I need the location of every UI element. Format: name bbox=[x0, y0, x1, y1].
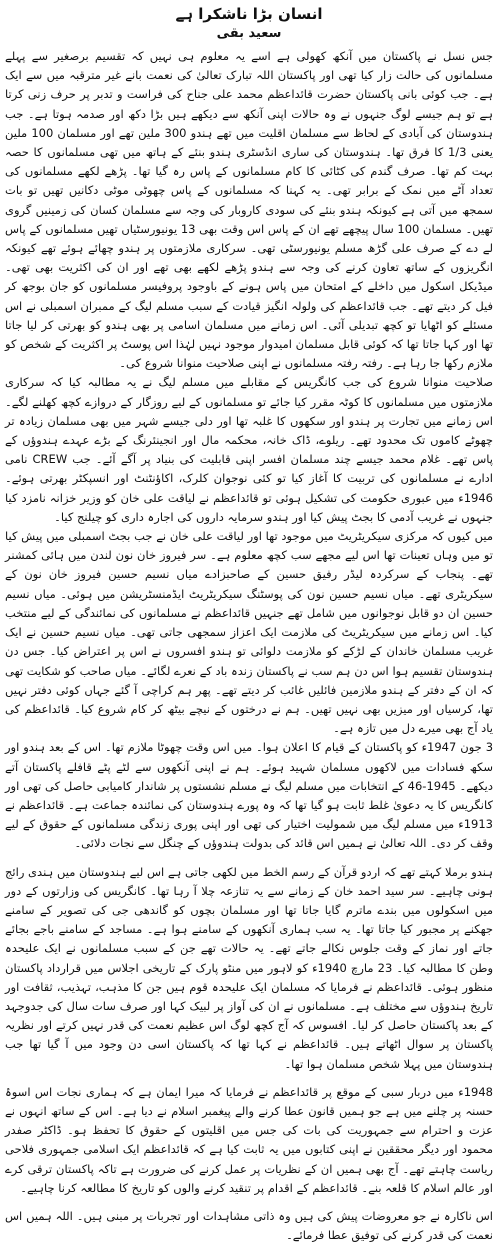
paragraph-4: 3 جون 1947ء کو پاکستان کے قیام کا اعلان ہوا۔ میں اس وقت چھوٹا ملازم تھا۔ اس کے بعد ہندو اور سکھ فسادات میں لاکھوں مسلمان شہید ہوئے۔ ہم نے اپنی آنکھوں سے لٹے پٹے قافلے پاکستان آتے دیکھے۔ 1945-46 کے انتخابات میں مسلم لیگ نے مسلم نشستوں پر شاندار کامیابی حاصل کی تھی اور کانگریس کا یہ دعویٰ غلط ثابت ہو گیا تھا کہ وہ پورے ہندوستان کی نمائندہ جماعت ہے۔ قائداعظم نے 1913ء میں مسلم لیگ میں شمولیت اختیار کی تھی اور اپنی پوری زندگی مسلمانوں کے حقوق کے لیے وقف کر دی۔ اللہ تعالیٰ نے ہمیں اس قائد کی بدولت ہندوؤں کے چنگل سے نجات دلائی۔ bbox=[5, 740, 494, 851]
paragraph-1: جس نسل نے پاکستان میں آنکھ کھولی ہے اسے یہ معلوم ہی نہیں کہ تقسیم برصغیر سے پہلے مسلمانوں کی حالت زار کیا تھی اور پاکستان اللہ تبارک تعالیٰ کی نعمت بانے غیر مترقبہ میں سے ایک ہے۔ جب کوئی بانی پاکستان حضرت قائداعظم محمد علی جناح کی فراست و تدبر پر حرف زنی کرتا ہے تو ہم جیسے لوگ جنہوں نے وہ حالات اپنی آنکھ سے دیکھے ہیں بڑا دکھ اور صدمہ ہوتا ہے۔ جب ہندوستان کی آبادی کے لحاظ سے مسلمان اقلیت میں تھے ہندو 300 ملین تھے اور مسلمان 100 ملین یعنی 1/3 کا فرق تھا۔ ہندوستان کی ساری انڈسٹری ہندو بنئے کے ہاتھ میں تھی مسلمانوں کا حصہ بہت کم تھا۔ صرف گندم کی کٹائی کا کام مسلمانوں کے پاس رہ گیا تھا۔ پڑھے لکھے مسلمانوں کی تعداد آٹے میں نمک کے برابر تھی۔ یہ کہنا کہ مسلمانوں کے پاس چھوٹی موٹی دکانیں تھیں تو بات سمجھ میں آتی ہے کیونکہ ہندو بنئے کی سودی کاروبار کی وجہ سے مسلمان کسان کی زمینیں گروی تھیں۔ مسلمان 100 سال پیچھے تھے ان کے پاس اس وقت بھی 13 یونیورسٹیاں تھیں مسلمانوں کے پاس لے دے کے صرف علی گڑھ مسلم یونیورسٹی تھی۔ سرکاری ملازمتوں پر ہندو چھائے ہوئے تھے کیونکہ انگریزوں کے ساتھ تعاون کرنے کی وجہ سے ہندو پڑھے لکھے بھی تھے اور ان کی اکثریت بھی تھی۔ میڈیکل اسکول میں داخلے کے امتحان میں پاس ہونے کے باوجود پروفیسر مسلمانوں کو جان بوجھ کر فیل کر دیتے تھے۔ جب قائداعظم کی ولولہ انگیز قیادت کے سبب مسلم لیگ کے ممبران اسمبلی نے اس مسئلے کو اٹھایا تو کچھ تبدیلی آئی۔ اس زمانے میں مسلمان اسامی پر بھی ہندو کو بھرتی کر لیا جاتا تھا اور کہا جاتا تھا کہ کوئی قابل مسلمان امیدوار موجود نہیں لہٰذا اس پوسٹ پر اکثریت کے شخص کو ملازم رکھا جا رہا ہے۔ رفتہ رفتہ مسلمانوں نے اپنی صلاحیت منوانا شروع کی۔ bbox=[5, 49, 493, 371]
paragraph-7: اس ناکارہ نے جو معروضات پیش کی ہیں وہ ذاتی مشاہدات اور تجربات پر مبنی ہیں۔ اللہ ہمیں اس نعمت کی قدر کرنے کی توفیق عطا فرمائے۔ bbox=[5, 1208, 493, 1243]
author-byline: سعید بقی bbox=[216, 26, 282, 41]
section-gap bbox=[5, 1074, 493, 1083]
paragraph-3: میں کیوں کہ مرکزی سیکریٹریٹ میں موجود تھا اور لیاقت علی خان نے جب بجٹ اسمبلی میں پیش کیا تو میں وہاں تعینات تھا اس لیے مجھے سب کچھ معلوم ہے۔ سر فیروز خان نون لندن میں ہائی کمشنر تھے۔ پنجاب کے سرکردہ لیڈر رفیق حسین کے صاحبزادے میاں نسیم حسین فیروز خان نون کے سیکریٹری تھے۔ میاں نسیم حسین نون کی پوسٹنگ سیکریٹریٹ ایڈمنسٹریشن میں ہوئی۔ میاں نسیم حسین ان دو قابل نوجوانوں میں شامل تھے جنہیں قائداعظم نے مسلمانوں کی نمائندگی کے لیے منتخب کیا۔ اس زمانے میں سیکریٹریٹ کی ملازمت ایک اعزاز سمجھی جاتی تھی۔ میاں نسیم حسین نے ایک غریب مسلمان خاندان کے لڑکے کو ملازمت دلوائی تو ہندو افسروں نے اس پر اعتراض کیا۔ جس دن ہندوستان تقسیم ہوا اس دن ہم سب نے پاکستان زندہ باد کے نعرے لگائے۔ میاں صاحب کو شکایت تھی کہ ان کے دفتر کے ہندو ملازمین فائلیں غائب کر دیتے تھے۔ پھر ہم کراچی آ گئے جہاں کوئی دفتر نہیں تھا، کرسیاں اور میزیں بھی نہیں تھیں۔ ہم نے درختوں کے نیچے بیٹھ کر کام شروع کیا۔ قائداعظم کی یاد آج بھی میرے دل میں تازہ ہے۔ bbox=[5, 529, 493, 736]
paragraph-6: 1948ء میں دربار سبی کے موقع پر قائداعظم نے فرمایا کہ میرا ایمان ہے کہ ہماری نجات اس اسوۂ حسنہ پر چلنے میں ہے جو ہمیں قانون عطا کرنے والے پیغمبر اسلام نے دیا ہے۔ اس کے ساتھ انہوں نے عزت و احترام سے جمہوریت کی بات کی جس میں اقلیتوں کے حقوق کا تحفظ ہو۔ ڈاکٹر صفدر محمود اور دیگر محققین نے اپنی کتابوں میں یہ ثابت کیا ہے کہ قائداعظم ایک اسلامی جمہوری فلاحی ریاست چاہتے تھے۔ آج بھی ہمیں ان کے نظریات پر عمل کرنے کی ضرورت ہے تاکہ پاکستان ترقی کرے اور عالم اسلام کا قلعہ بنے۔ قائداعظم کے اقدام پر تنقید کرنے والوں کو تاریخ کا مطالعہ کرنا چاہیے۔ bbox=[5, 1084, 493, 1195]
section-gap bbox=[5, 854, 493, 863]
section-gap bbox=[5, 1198, 493, 1207]
paragraph-5: ہندو برملا کہتے تھے کہ اردو قرآن کے رسم الخط میں لکھی جاتی ہے اس لیے ہندوستان میں ہندی رائج ہونی چاہیے۔ سر سید احمد خان کے زمانے سے یہ تنازعہ چلا آ رہا تھا۔ کانگریس کی وزارتوں کے دور میں اسکولوں میں بندے ماترم گایا جاتا تھا اور مسلمان بچوں کو گاندھی جی کی تصویر کے سامنے جھکنے پر مجبور کیا جاتا تھا۔ یہ سب ہماری آنکھوں کے سامنے ہوا ہے۔ مساجد کے سامنے باجے بجائے جاتے اور نماز کے وقت جلوس نکالے جاتے تھے۔ یہ حالات تھے جن کے سبب مسلمانوں نے ایک علیحدہ وطن کا مطالبہ کیا۔ 23 مارچ 1940ء کو لاہور میں منٹو پارک کے تاریخی اجلاس میں قرارداد پاکستان منظور ہوئی۔ قائداعظم نے فرمایا کہ مسلمان ایک علیحدہ قوم ہیں جن کا مذہب، تہذیب، ثقافت اور تاریخ ہندوؤں سے مختلف ہے۔ مسلمانوں نے ان کی آواز پر لبیک کہا اور صرف سات سال کی جدوجہد کے بعد پاکستان حاصل کر لیا۔ افسوس کہ آج کچھ لوگ اس عظیم نعمت کی قدر نہیں کرتے اور نظریہ پاکستان پر سوال اٹھاتے ہیں۔ قائداعظم نے کہا تھا کہ پاکستان اسی دن وجود میں آ گیا تھا جب ہندوستان میں پہلا شخص مسلمان ہوا تھا۔ bbox=[5, 864, 493, 1071]
paragraph-2: صلاحیت منوانا شروع کی جب کانگریس کے مقابلے میں مسلم لیگ نے یہ مطالبہ کیا کہ سرکاری ملازمتوں میں مسلمانوں کا کوٹہ مقرر کیا جائے تو مسلمانوں کے لیے روزگار کے دروازے کچھ کھلنے لگے۔ اس زمانے میں تجارت پر ہندو اور سکھوں کا غلبہ تھا اور دلی جیسے شہر میں بھی مسلمان زیادہ تر چھوٹے کاموں تک محدود تھے۔ ریلوے، ڈاک خانہ، محکمہ مال اور انجینئرنگ کے بڑے عہدے ہندوؤں کے پاس تھے۔ غلام محمد جیسے چند مسلمان افسر اپنی قابلیت کی بنیاد پر آگے آئے۔ جب CREW نامی ادارے نے مسلمانوں کی تربیت کا آغاز کیا تو کئی نوجوان کلرک، اکاؤنٹنٹ اور انسپکٹر بھرتی ہوئے۔ 1946ء میں عبوری حکومت کی تشکیل ہوئی تو قائداعظم نے لیاقت علی خان کو وزیر خزانہ نامزد کیا جنہوں نے غریب آدمی کا بجٹ پیش کیا اور ہندو سرمایہ داروں کی اجارہ داری کو چیلنج کیا۔ bbox=[5, 375, 493, 524]
article-title: انسان بڑا ناشکرا ہے bbox=[175, 5, 323, 23]
